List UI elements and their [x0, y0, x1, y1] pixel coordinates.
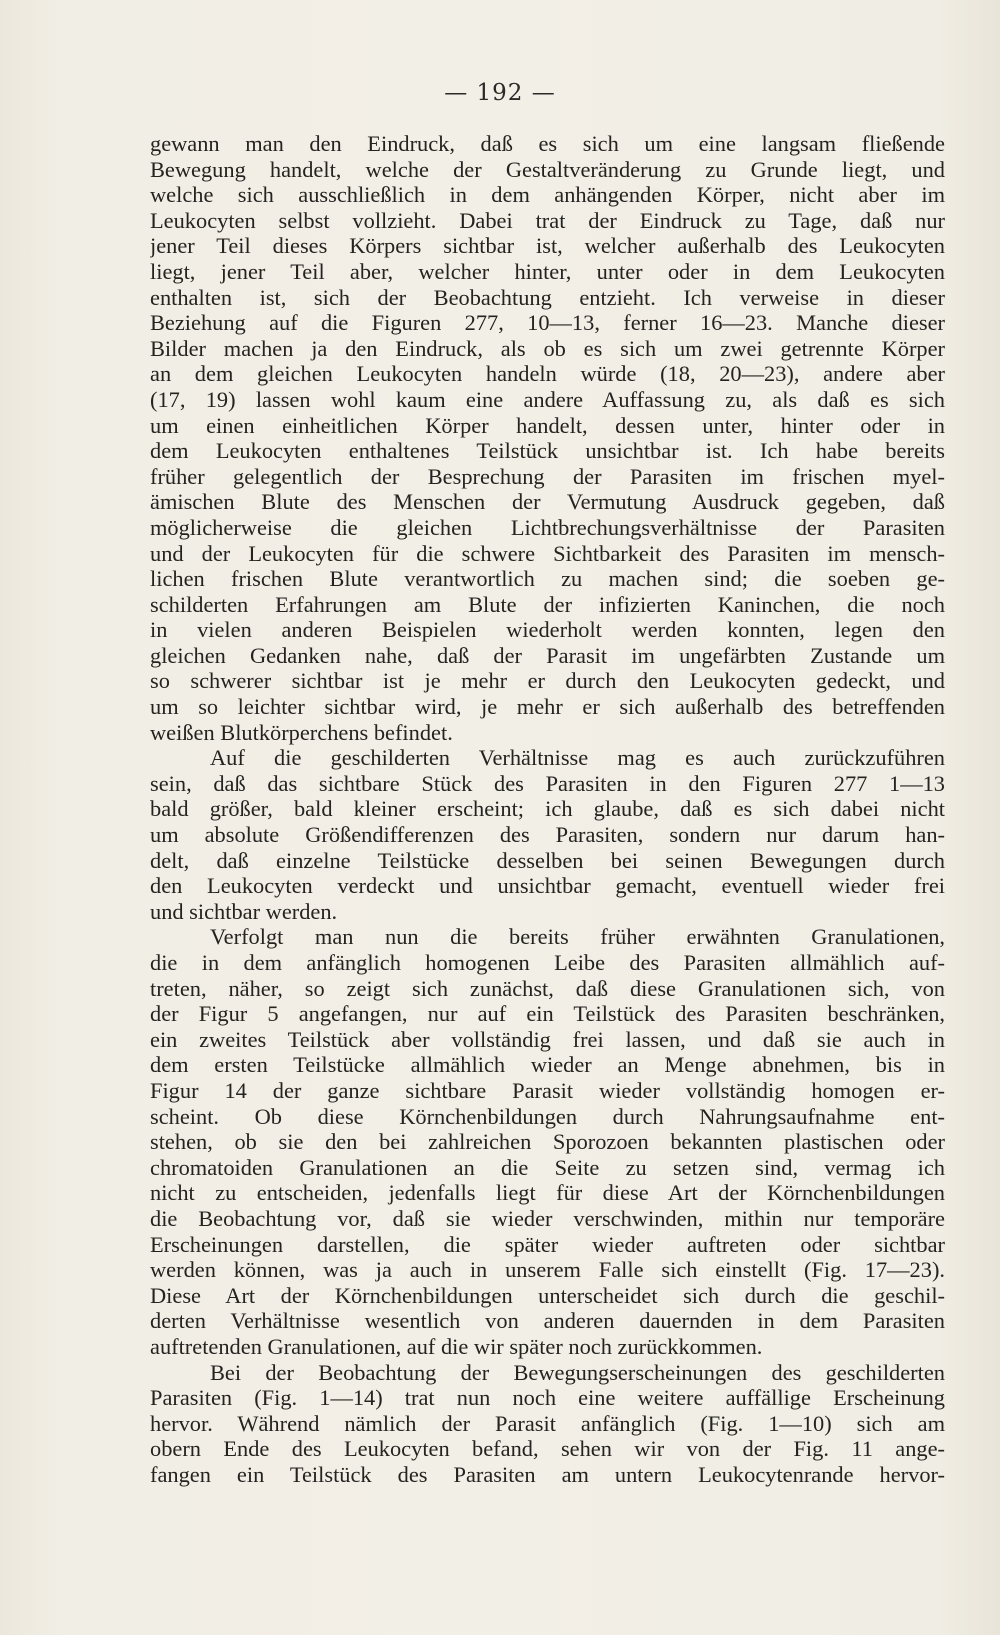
text-line: treten, näher, so zeigt sich zunächst, daß diese Granulationen sich, von — [150, 975, 945, 1001]
text-line: Figur 14 der ganze sichtbare Parasit wieder vollständig homogen er- — [150, 1077, 945, 1103]
text-line: (17, 19) lassen wohl kaum eine andere Auffassung zu, als daß es sich — [150, 386, 945, 412]
text-line: Bilder machen ja den Eindruck, als ob es sich um zwei getrennte Körper — [150, 335, 945, 361]
text-line: chromatoiden Granulationen an die Seite zu setzen sind, vermag ich — [150, 1154, 945, 1180]
text-line: dem ersten Teilstücke allmählich wieder an Menge abnehmen, bis in — [150, 1052, 945, 1078]
text-line: ein zweites Teilstück aber vollständig frei lassen, und daß sie auch in — [150, 1026, 945, 1052]
text-line: und sichtbar werden. — [150, 898, 338, 924]
text-line: welche sich ausschließlich in dem anhängenden Körper, nicht aber im — [150, 182, 945, 208]
text-line: hervor. Während nämlich der Parasit anfänglich (Fig. 1—10) sich am — [150, 1410, 945, 1436]
text-line: um absolute Größendifferenzen des Parasiten, sondern nur darum han- — [150, 822, 945, 848]
text-line: dem Leukocyten enthaltenes Teilstück unsichtbar ist. Ich habe bereits — [150, 438, 945, 464]
text-line: Erscheinungen darstellen, die später wieder auftreten oder sichtbar — [150, 1231, 945, 1257]
text-line: die Beobachtung vor, daß sie wieder verschwinden, mithin nur temporäre — [150, 1205, 945, 1231]
text-line: den Leukocyten verdeckt und unsichtbar gemacht, eventuell wieder frei — [150, 873, 945, 899]
text-line: sein, daß das sichtbare Stück des Parasiten in den Figuren 277 1—13 — [150, 770, 945, 796]
text-line: in vielen anderen Beispielen wiederholt werden konnten, legen den — [150, 617, 945, 643]
text-line: die in dem anfänglich homogenen Leibe des Parasiten allmählich auf- — [150, 950, 945, 975]
text-line: Leukocyten selbst vollzieht. Dabei trat der Eindruck zu Tage, daß nur — [150, 207, 945, 233]
text-line: enthalten ist, sich der Beobachtung entzieht. Ich verweise in dieser — [150, 284, 945, 310]
text-line: schilderten Erfahrungen am Blute der infizierten Kaninchen, die noch — [150, 591, 945, 617]
text-line: möglicherweise die gleichen Lichtbrechungsverhältnisse der Parasiten — [150, 514, 945, 540]
text-line: um so leichter sichtbar wird, je mehr er sich außerhalb des betreffenden — [150, 694, 945, 720]
text-line: weißen Blutkörperchens befindet. — [150, 719, 453, 745]
text-line: Diese Art der Körnchenbildungen unterscheidet sich durch die geschil- — [150, 1282, 945, 1308]
text-line: so schwerer sichtbar ist je mehr er durch den Leukocyten gedeckt, und — [150, 668, 945, 694]
text-line: auftretenden Granulationen, auf die wir später noch zurückkommen. — [150, 1333, 763, 1359]
text-line: liegt, jener Teil aber, welcher hinter, unter oder in dem Leukocyten — [150, 258, 945, 284]
text-line: Verfolgt man nun die bereits früher erwähnten Granulationen, — [210, 924, 945, 950]
text-line: an dem gleichen Leukocyten handeln würde (18, 20—23), andere aber — [150, 361, 945, 387]
text-line: stehen, ob sie den bei zahlreichen Sporozoen bekannten plastischen oder — [150, 1129, 945, 1155]
text-line: Bei der Beobachtung der Bewegungserscheinungen des geschilderten — [210, 1359, 945, 1385]
text-line: derten Verhältnisse wesentlich von anderen dauernden in dem Parasiten — [150, 1308, 945, 1334]
body-text — [150, 131, 945, 1487]
text-line: der Figur 5 angefangen, nur auf ein Teilstück des Parasiten beschränken, — [150, 1001, 945, 1027]
text-line: um einen einheitlichen Körper handelt, dessen unter, hinter oder in — [150, 412, 945, 438]
text-line: lichen frischen Blute verantwortlich zu machen sind; die soeben ge- — [150, 566, 945, 592]
text-line: fangen ein Teilstück des Parasiten am untern Leukocytenrande hervor- — [150, 1461, 945, 1487]
text-line: scheint. Ob diese Körnchenbildungen durch Nahrungsaufnahme ent- — [150, 1103, 945, 1129]
text-line: nicht zu entscheiden, jedenfalls liegt für diese Art der Körnchenbildungen — [150, 1180, 945, 1206]
text-line: früher gelegentlich der Besprechung der Parasiten im frischen myel- — [150, 463, 945, 489]
text-line: bald größer, bald kleiner erscheint; ich glaube, daß es sich dabei nicht — [150, 796, 945, 822]
text-line: gewann man den Eindruck, daß es sich um eine langsam fließende — [150, 131, 945, 156]
text-line: Bewegung handelt, welche der Gestaltveränderung zu Grunde liegt, und — [150, 156, 945, 182]
page-number: — 192 — — [444, 80, 556, 106]
text-line: Beziehung auf die Figuren 277, 10—13, ferner 16—23. Manche dieser — [150, 310, 945, 336]
text-line: delt, daß einzelne Teilstücke desselben bei seinen Bewegungen durch — [150, 847, 945, 873]
text-line: obern Ende des Leukocyten befand, sehen wir von der Fig. 11 ange- — [150, 1436, 945, 1462]
text-line: gleichen Gedanken nahe, daß der Parasit im ungefärbten Zustande um — [150, 642, 945, 668]
text-line: ämischen Blute des Menschen der Vermutung Ausdruck gegeben, daß — [150, 489, 945, 515]
text-line: jener Teil dieses Körpers sichtbar ist, welcher außerhalb des Leukocyten — [150, 233, 945, 259]
text-line: werden können, was ja auch in unserem Falle sich einstellt (Fig. 17—23). — [150, 1257, 945, 1283]
text-line: Parasiten (Fig. 1—14) trat nun noch eine weitere auffällige Erscheinung — [150, 1385, 945, 1411]
text-line: Auf die geschilderten Verhältnisse mag es auch zurückzuführen — [210, 745, 945, 771]
text-line: und der Leukocyten für die schwere Sichtbarkeit des Parasiten im mensch- — [150, 540, 945, 566]
